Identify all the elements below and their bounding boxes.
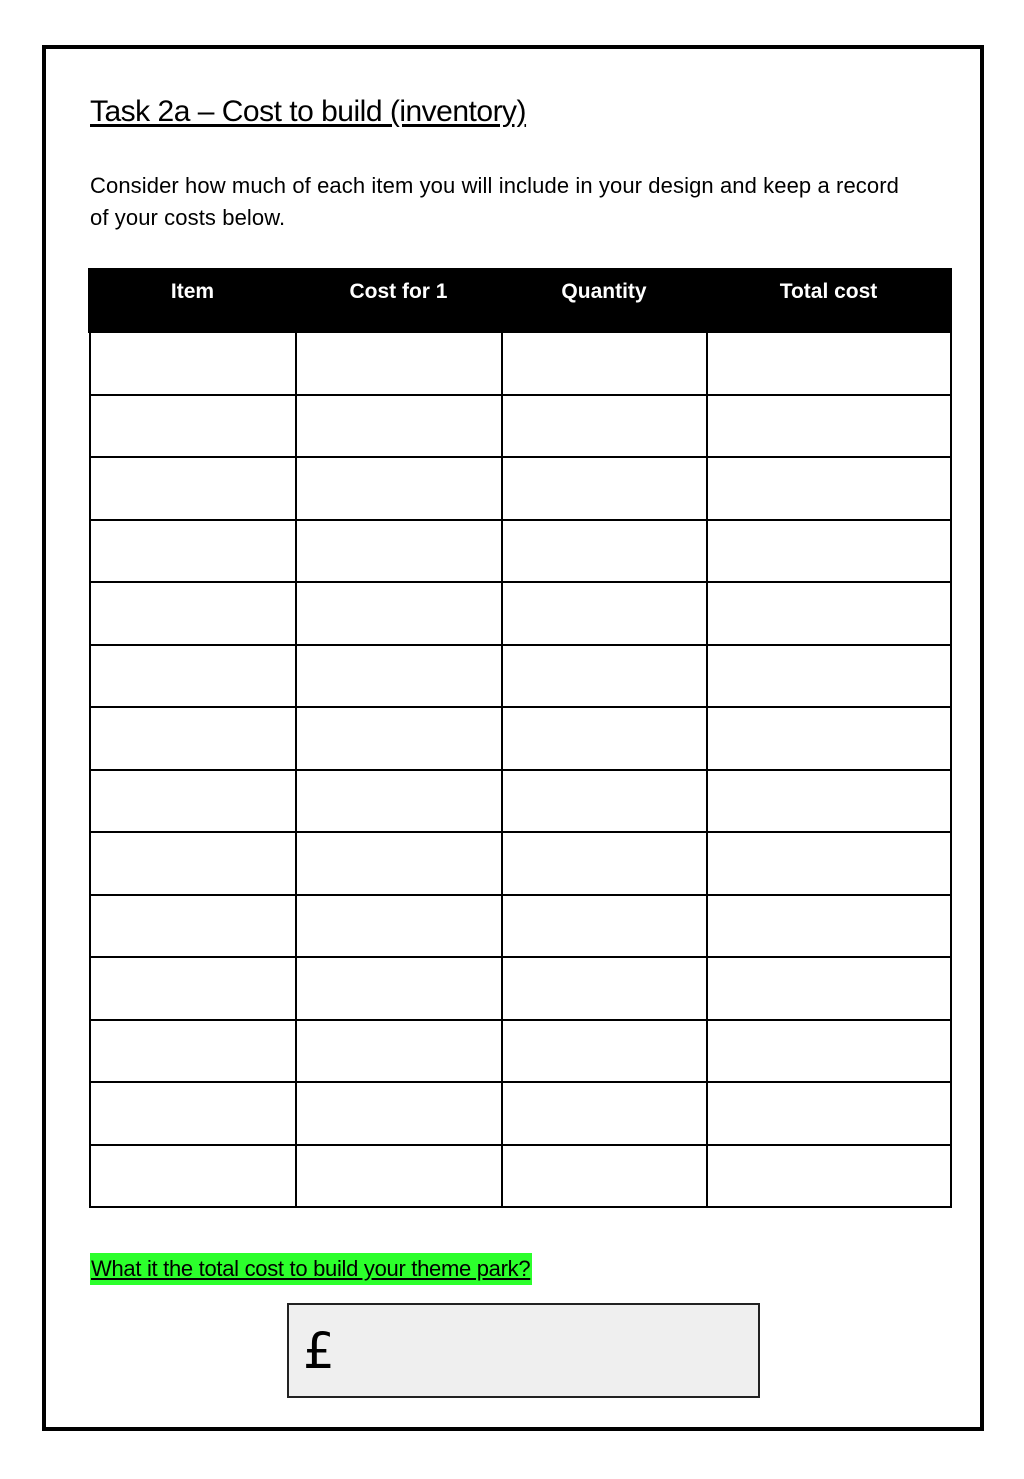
cost-for-1-cell[interactable] bbox=[296, 1082, 502, 1145]
quantity-cell[interactable] bbox=[502, 770, 707, 833]
table-header-row bbox=[90, 268, 951, 332]
inventory-table bbox=[88, 268, 952, 1208]
cost-for-1-cell[interactable] bbox=[296, 582, 502, 645]
instructions-text: Consider how much of each item you will include in your design and keep a record of your costs below. bbox=[90, 173, 899, 230]
quantity-cell[interactable] bbox=[502, 520, 707, 583]
quantity-cell[interactable] bbox=[502, 1082, 707, 1145]
column-header-cost-for-1: Cost for 1 bbox=[296, 268, 502, 332]
quantity-cell[interactable] bbox=[502, 707, 707, 770]
column-header-quantity: Quantity bbox=[502, 268, 707, 332]
cost-for-1-cell[interactable] bbox=[296, 832, 502, 895]
column-header-item: Item bbox=[90, 268, 296, 332]
quantity-cell[interactable] bbox=[502, 1020, 707, 1083]
total-cost-cell[interactable] bbox=[707, 832, 951, 895]
cost-for-1-cell[interactable] bbox=[296, 332, 502, 395]
total-cost-cell[interactable] bbox=[707, 957, 951, 1020]
total-cost-cell[interactable] bbox=[707, 395, 951, 458]
table-row bbox=[90, 520, 951, 583]
cost-for-1-cell[interactable] bbox=[296, 895, 502, 958]
quantity-cell[interactable] bbox=[502, 1145, 707, 1208]
item-cell[interactable] bbox=[90, 1020, 296, 1083]
table-row bbox=[90, 332, 951, 395]
item-cell[interactable] bbox=[90, 1082, 296, 1145]
item-cell[interactable] bbox=[90, 457, 296, 520]
total-cost-cell[interactable] bbox=[707, 895, 951, 958]
quantity-cell[interactable] bbox=[502, 582, 707, 645]
cost-for-1-cell[interactable] bbox=[296, 520, 502, 583]
quantity-cell[interactable] bbox=[502, 645, 707, 708]
item-cell[interactable] bbox=[90, 957, 296, 1020]
table-body bbox=[90, 332, 951, 1207]
item-cell[interactable] bbox=[90, 332, 296, 395]
quantity-cell[interactable] bbox=[502, 395, 707, 458]
table-row bbox=[90, 1145, 951, 1208]
total-cost-cell[interactable] bbox=[707, 457, 951, 520]
quantity-cell[interactable] bbox=[502, 895, 707, 958]
item-cell[interactable] bbox=[90, 395, 296, 458]
table-row bbox=[90, 895, 951, 958]
total-cost-cell[interactable] bbox=[707, 332, 951, 395]
total-cost-cell[interactable] bbox=[707, 770, 951, 833]
item-cell[interactable] bbox=[90, 645, 296, 708]
table-row bbox=[90, 457, 951, 520]
item-cell[interactable] bbox=[90, 1145, 296, 1208]
total-cost-cell[interactable] bbox=[707, 707, 951, 770]
total-cost-cell[interactable] bbox=[707, 1082, 951, 1145]
table-row bbox=[90, 957, 951, 1020]
total-cost-cell[interactable] bbox=[707, 645, 951, 708]
column-header-total-cost: Total cost bbox=[707, 268, 951, 332]
item-cell[interactable] bbox=[90, 520, 296, 583]
total-cost-cell[interactable] bbox=[707, 582, 951, 645]
total-cost-answer-box[interactable] bbox=[287, 1303, 760, 1398]
cost-for-1-cell[interactable] bbox=[296, 1145, 502, 1208]
table-row bbox=[90, 707, 951, 770]
page-title: Task 2a – Cost to build (inventory) bbox=[90, 95, 527, 128]
item-cell[interactable] bbox=[90, 707, 296, 770]
cost-for-1-cell[interactable] bbox=[296, 957, 502, 1020]
quantity-cell[interactable] bbox=[502, 332, 707, 395]
table-row bbox=[90, 645, 951, 708]
item-cell[interactable] bbox=[90, 832, 296, 895]
table-row bbox=[90, 1082, 951, 1145]
pound-sign: £ bbox=[303, 1322, 335, 1380]
total-cost-cell[interactable] bbox=[707, 1020, 951, 1083]
cost-for-1-cell[interactable] bbox=[296, 1020, 502, 1083]
item-cell[interactable] bbox=[90, 582, 296, 645]
quantity-cell[interactable] bbox=[502, 957, 707, 1020]
total-cost-question: What it the total cost to build your theme park? bbox=[90, 1253, 532, 1285]
cost-for-1-cell[interactable] bbox=[296, 645, 502, 708]
table-row bbox=[90, 582, 951, 645]
quantity-cell[interactable] bbox=[502, 457, 707, 520]
cost-for-1-cell[interactable] bbox=[296, 457, 502, 520]
table-row bbox=[90, 770, 951, 833]
item-cell[interactable] bbox=[90, 770, 296, 833]
table-row bbox=[90, 832, 951, 895]
item-cell[interactable] bbox=[90, 895, 296, 958]
table-row bbox=[90, 395, 951, 458]
cost-for-1-cell[interactable] bbox=[296, 395, 502, 458]
total-cost-cell[interactable] bbox=[707, 1145, 951, 1208]
quantity-cell[interactable] bbox=[502, 832, 707, 895]
table-row bbox=[90, 1020, 951, 1083]
cost-for-1-cell[interactable] bbox=[296, 707, 502, 770]
cost-for-1-cell[interactable] bbox=[296, 770, 502, 833]
total-cost-cell[interactable] bbox=[707, 520, 951, 583]
